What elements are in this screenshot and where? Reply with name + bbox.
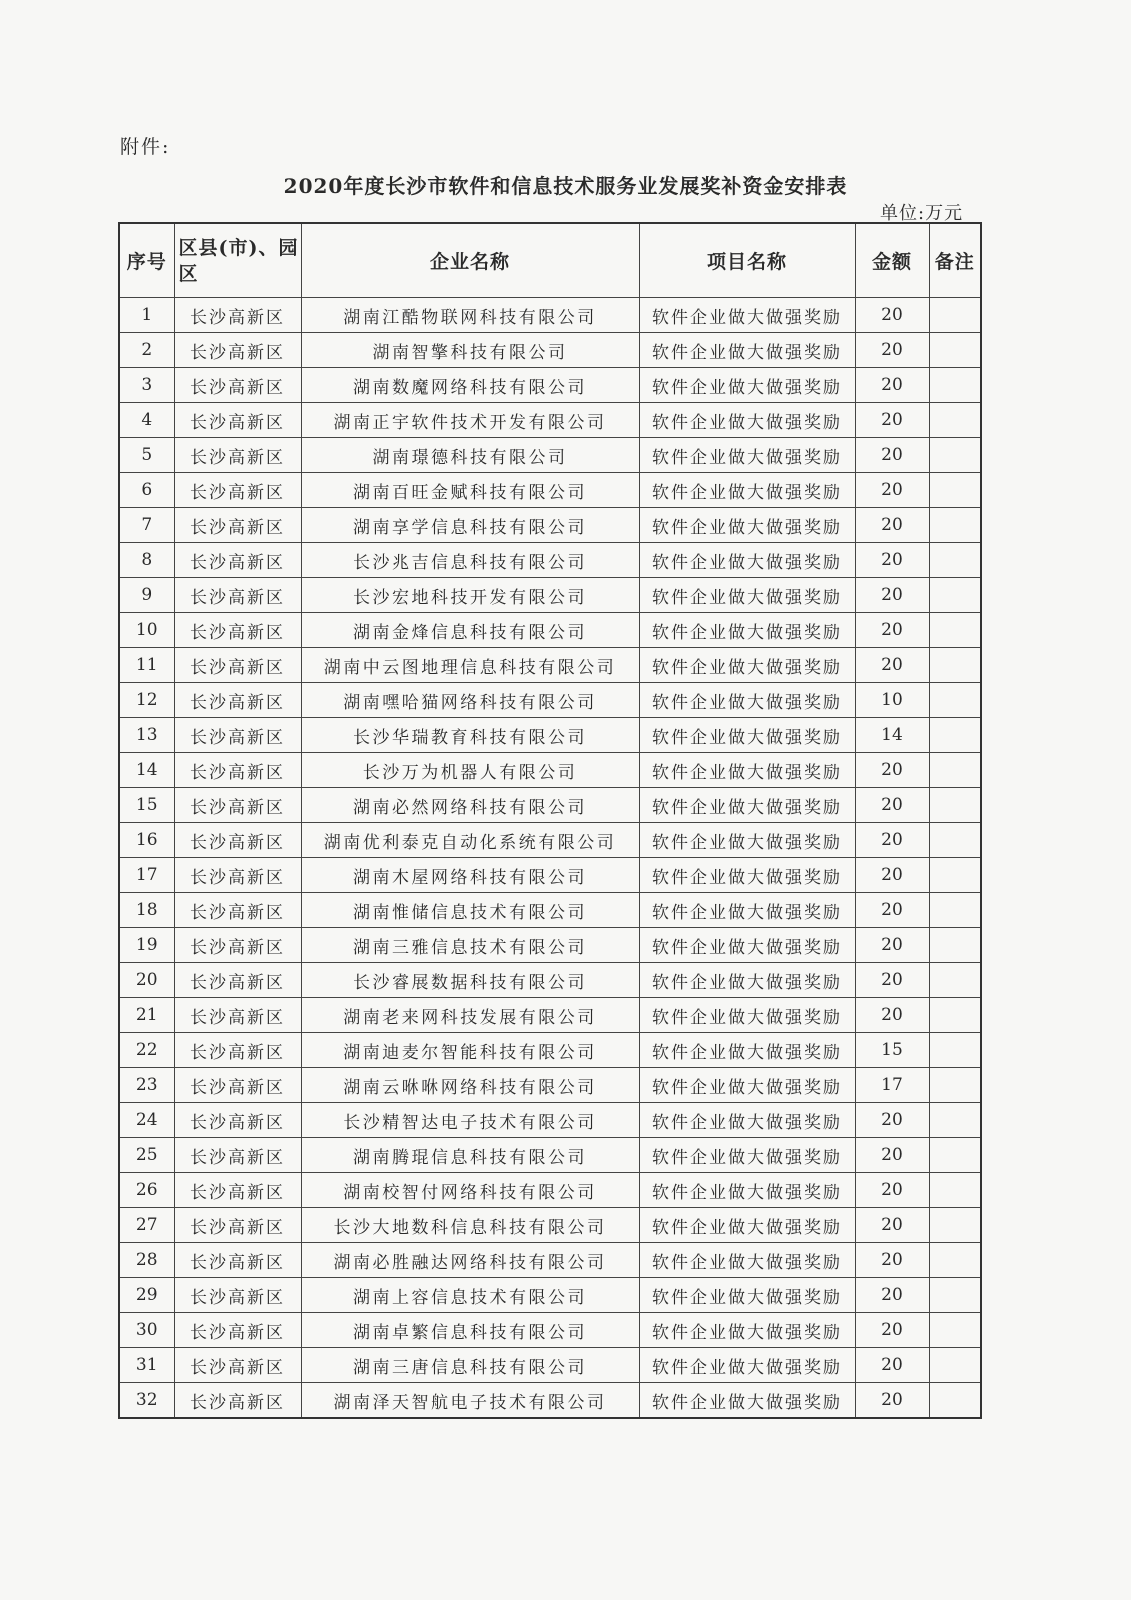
cell-amount: 20 — [855, 403, 929, 438]
cell-remark — [929, 613, 981, 648]
cell-remark — [929, 893, 981, 928]
cell-company: 湖南三雅信息技术有限公司 — [301, 928, 639, 963]
cell-amount: 20 — [855, 998, 929, 1033]
cell-amount: 20 — [855, 893, 929, 928]
table-header-row — [119, 223, 981, 298]
cell-project: 软件企业做大做强奖励 — [639, 333, 855, 368]
cell-no: 6 — [119, 473, 174, 508]
cell-company: 湖南中云图地理信息科技有限公司 — [301, 648, 639, 683]
cell-remark — [929, 1103, 981, 1138]
cell-no: 3 — [119, 368, 174, 403]
cell-company: 湖南腾琨信息科技有限公司 — [301, 1138, 639, 1173]
cell-remark — [929, 1243, 981, 1278]
table-row — [119, 508, 981, 543]
cell-region: 长沙高新区 — [174, 893, 301, 928]
table-row — [119, 1033, 981, 1068]
cell-company: 湖南云咻咻网络科技有限公司 — [301, 1068, 639, 1103]
cell-project: 软件企业做大做强奖励 — [639, 928, 855, 963]
cell-remark — [929, 578, 981, 613]
cell-project: 软件企业做大做强奖励 — [639, 648, 855, 683]
table-row — [119, 683, 981, 718]
cell-project: 软件企业做大做强奖励 — [639, 543, 855, 578]
header-project: 项目名称 — [639, 223, 855, 298]
header-region: 区县(市)、园区 — [174, 223, 301, 298]
table-row — [119, 333, 981, 368]
cell-company: 长沙大地数科信息科技有限公司 — [301, 1208, 639, 1243]
cell-amount: 20 — [855, 543, 929, 578]
cell-remark — [929, 928, 981, 963]
cell-company: 长沙兆吉信息科技有限公司 — [301, 543, 639, 578]
cell-no: 1 — [119, 298, 174, 333]
cell-company: 湖南上容信息技术有限公司 — [301, 1278, 639, 1313]
header-no: 序号 — [119, 223, 174, 298]
cell-company: 湖南校智付网络科技有限公司 — [301, 1173, 639, 1208]
cell-remark — [929, 858, 981, 893]
cell-no: 9 — [119, 578, 174, 613]
cell-no: 5 — [119, 438, 174, 473]
cell-company: 湖南必然网络科技有限公司 — [301, 788, 639, 823]
cell-project: 软件企业做大做强奖励 — [639, 963, 855, 998]
cell-company: 湖南正宇软件技术开发有限公司 — [301, 403, 639, 438]
table-body — [119, 298, 981, 1419]
cell-project: 软件企业做大做强奖励 — [639, 403, 855, 438]
cell-region: 长沙高新区 — [174, 1068, 301, 1103]
cell-remark — [929, 788, 981, 823]
cell-project: 软件企业做大做强奖励 — [639, 438, 855, 473]
cell-region: 长沙高新区 — [174, 1348, 301, 1383]
cell-region: 长沙高新区 — [174, 403, 301, 438]
cell-region: 长沙高新区 — [174, 1313, 301, 1348]
cell-amount: 20 — [855, 1138, 929, 1173]
table-row — [119, 648, 981, 683]
cell-no: 21 — [119, 998, 174, 1033]
cell-project: 软件企业做大做强奖励 — [639, 1278, 855, 1313]
table-row — [119, 753, 981, 788]
cell-remark — [929, 403, 981, 438]
cell-no: 31 — [119, 1348, 174, 1383]
cell-no: 20 — [119, 963, 174, 998]
cell-no: 26 — [119, 1173, 174, 1208]
table-row — [119, 823, 981, 858]
table-row — [119, 1103, 981, 1138]
cell-project: 软件企业做大做强奖励 — [639, 998, 855, 1033]
table-row — [119, 368, 981, 403]
table-row — [119, 1383, 981, 1419]
cell-project: 软件企业做大做强奖励 — [639, 1033, 855, 1068]
cell-region: 长沙高新区 — [174, 788, 301, 823]
cell-no: 24 — [119, 1103, 174, 1138]
cell-amount: 20 — [855, 753, 929, 788]
cell-remark — [929, 368, 981, 403]
cell-company: 长沙精智达电子技术有限公司 — [301, 1103, 639, 1138]
cell-remark — [929, 543, 981, 578]
table-row — [119, 1348, 981, 1383]
cell-project: 软件企业做大做强奖励 — [639, 1383, 855, 1419]
cell-company: 长沙华瑞教育科技有限公司 — [301, 718, 639, 753]
table-row — [119, 578, 981, 613]
cell-remark — [929, 1348, 981, 1383]
cell-project: 软件企业做大做强奖励 — [639, 683, 855, 718]
cell-remark — [929, 963, 981, 998]
cell-amount: 20 — [855, 1173, 929, 1208]
table-row — [119, 1208, 981, 1243]
cell-project: 软件企业做大做强奖励 — [639, 1068, 855, 1103]
cell-amount: 20 — [855, 578, 929, 613]
table-row — [119, 1313, 981, 1348]
cell-region: 长沙高新区 — [174, 648, 301, 683]
cell-no: 28 — [119, 1243, 174, 1278]
cell-region: 长沙高新区 — [174, 823, 301, 858]
cell-amount: 20 — [855, 368, 929, 403]
cell-region: 长沙高新区 — [174, 858, 301, 893]
cell-company: 长沙睿展数据科技有限公司 — [301, 963, 639, 998]
cell-remark — [929, 508, 981, 543]
cell-remark — [929, 718, 981, 753]
table-row — [119, 998, 981, 1033]
cell-region: 长沙高新区 — [174, 613, 301, 648]
cell-no: 27 — [119, 1208, 174, 1243]
table-row — [119, 438, 981, 473]
cell-amount: 20 — [855, 438, 929, 473]
funding-table — [118, 222, 982, 1419]
cell-region: 长沙高新区 — [174, 1383, 301, 1419]
cell-no: 12 — [119, 683, 174, 718]
cell-amount: 20 — [855, 1348, 929, 1383]
cell-region: 长沙高新区 — [174, 1173, 301, 1208]
cell-company: 湖南江酷物联网科技有限公司 — [301, 298, 639, 333]
cell-project: 软件企业做大做强奖励 — [639, 1243, 855, 1278]
cell-project: 软件企业做大做强奖励 — [639, 1313, 855, 1348]
cell-no: 7 — [119, 508, 174, 543]
cell-company: 湖南卓繁信息科技有限公司 — [301, 1313, 639, 1348]
cell-amount: 20 — [855, 1278, 929, 1313]
cell-company: 湖南百旺金赋科技有限公司 — [301, 473, 639, 508]
cell-remark — [929, 1068, 981, 1103]
cell-no: 29 — [119, 1278, 174, 1313]
cell-amount: 20 — [855, 648, 929, 683]
cell-no: 32 — [119, 1383, 174, 1419]
cell-company: 湖南嘿哈猫网络科技有限公司 — [301, 683, 639, 718]
cell-region: 长沙高新区 — [174, 1138, 301, 1173]
cell-company: 湖南智擎科技有限公司 — [301, 333, 639, 368]
cell-region: 长沙高新区 — [174, 1033, 301, 1068]
cell-region: 长沙高新区 — [174, 508, 301, 543]
cell-amount: 20 — [855, 508, 929, 543]
cell-amount: 20 — [855, 963, 929, 998]
cell-remark — [929, 1208, 981, 1243]
cell-amount: 10 — [855, 683, 929, 718]
cell-amount: 20 — [855, 613, 929, 648]
table-row — [119, 893, 981, 928]
cell-remark — [929, 648, 981, 683]
cell-amount: 20 — [855, 1103, 929, 1138]
cell-remark — [929, 1278, 981, 1313]
cell-project: 软件企业做大做强奖励 — [639, 858, 855, 893]
table-row — [119, 963, 981, 998]
cell-project: 软件企业做大做强奖励 — [639, 1173, 855, 1208]
cell-project: 软件企业做大做强奖励 — [639, 893, 855, 928]
table-row — [119, 403, 981, 438]
cell-remark — [929, 473, 981, 508]
cell-region: 长沙高新区 — [174, 718, 301, 753]
table-row — [119, 1173, 981, 1208]
cell-company: 湖南数魔网络科技有限公司 — [301, 368, 639, 403]
cell-region: 长沙高新区 — [174, 578, 301, 613]
table-row — [119, 1138, 981, 1173]
cell-company: 湖南璟德科技有限公司 — [301, 438, 639, 473]
cell-region: 长沙高新区 — [174, 1278, 301, 1313]
cell-project: 软件企业做大做强奖励 — [639, 1138, 855, 1173]
cell-company: 湖南享学信息科技有限公司 — [301, 508, 639, 543]
table-row — [119, 1278, 981, 1313]
cell-company: 湖南惟储信息技术有限公司 — [301, 893, 639, 928]
cell-amount: 20 — [855, 298, 929, 333]
cell-no: 23 — [119, 1068, 174, 1103]
cell-project: 软件企业做大做强奖励 — [639, 1103, 855, 1138]
cell-no: 14 — [119, 753, 174, 788]
cell-region: 长沙高新区 — [174, 543, 301, 578]
cell-company: 湖南泽天智航电子技术有限公司 — [301, 1383, 639, 1419]
cell-amount: 20 — [855, 1208, 929, 1243]
cell-remark — [929, 998, 981, 1033]
cell-region: 长沙高新区 — [174, 1208, 301, 1243]
cell-no: 8 — [119, 543, 174, 578]
cell-amount: 17 — [855, 1068, 929, 1103]
cell-remark — [929, 1313, 981, 1348]
cell-amount: 15 — [855, 1033, 929, 1068]
cell-region: 长沙高新区 — [174, 963, 301, 998]
header-company: 企业名称 — [301, 223, 639, 298]
cell-company: 湖南金烽信息科技有限公司 — [301, 613, 639, 648]
table-row — [119, 1068, 981, 1103]
cell-company: 长沙宏地科技开发有限公司 — [301, 578, 639, 613]
cell-region: 长沙高新区 — [174, 473, 301, 508]
cell-company: 长沙万为机器人有限公司 — [301, 753, 639, 788]
header-amount: 金额 — [855, 223, 929, 298]
cell-region: 长沙高新区 — [174, 1243, 301, 1278]
table-row — [119, 718, 981, 753]
table-row — [119, 928, 981, 963]
cell-no: 13 — [119, 718, 174, 753]
cell-remark — [929, 823, 981, 858]
cell-amount: 20 — [855, 473, 929, 508]
cell-project: 软件企业做大做强奖励 — [639, 718, 855, 753]
cell-amount: 20 — [855, 1383, 929, 1419]
cell-company: 湖南优利泰克自动化系统有限公司 — [301, 823, 639, 858]
cell-remark — [929, 1033, 981, 1068]
cell-amount: 20 — [855, 788, 929, 823]
cell-project: 软件企业做大做强奖励 — [639, 823, 855, 858]
cell-remark — [929, 333, 981, 368]
cell-no: 22 — [119, 1033, 174, 1068]
cell-no: 30 — [119, 1313, 174, 1348]
cell-amount: 20 — [855, 1313, 929, 1348]
cell-company: 湖南老来网科技发展有限公司 — [301, 998, 639, 1033]
cell-amount: 20 — [855, 928, 929, 963]
cell-no: 19 — [119, 928, 174, 963]
table-row — [119, 473, 981, 508]
cell-project: 软件企业做大做强奖励 — [639, 1348, 855, 1383]
cell-project: 软件企业做大做强奖励 — [639, 508, 855, 543]
cell-remark — [929, 1173, 981, 1208]
cell-project: 软件企业做大做强奖励 — [639, 578, 855, 613]
cell-region: 长沙高新区 — [174, 928, 301, 963]
cell-project: 软件企业做大做强奖励 — [639, 1208, 855, 1243]
table-row — [119, 858, 981, 893]
cell-project: 软件企业做大做强奖励 — [639, 473, 855, 508]
cell-amount: 20 — [855, 333, 929, 368]
cell-region: 长沙高新区 — [174, 298, 301, 333]
cell-project: 软件企业做大做强奖励 — [639, 753, 855, 788]
cell-no: 25 — [119, 1138, 174, 1173]
attachment-label: 附件: — [120, 136, 171, 158]
cell-region: 长沙高新区 — [174, 1103, 301, 1138]
cell-amount: 20 — [855, 858, 929, 893]
table-row — [119, 298, 981, 333]
cell-amount: 20 — [855, 1243, 929, 1278]
cell-company: 湖南木屋网络科技有限公司 — [301, 858, 639, 893]
cell-company: 湖南三唐信息科技有限公司 — [301, 1348, 639, 1383]
cell-no: 10 — [119, 613, 174, 648]
cell-company: 湖南迪麦尔智能科技有限公司 — [301, 1033, 639, 1068]
cell-project: 软件企业做大做强奖励 — [639, 613, 855, 648]
table-row — [119, 1243, 981, 1278]
cell-no: 17 — [119, 858, 174, 893]
cell-remark — [929, 683, 981, 718]
cell-no: 16 — [119, 823, 174, 858]
cell-remark — [929, 298, 981, 333]
table-row — [119, 613, 981, 648]
cell-region: 长沙高新区 — [174, 438, 301, 473]
cell-region: 长沙高新区 — [174, 368, 301, 403]
cell-remark — [929, 438, 981, 473]
cell-no: 18 — [119, 893, 174, 928]
cell-amount: 20 — [855, 823, 929, 858]
cell-region: 长沙高新区 — [174, 683, 301, 718]
cell-region: 长沙高新区 — [174, 753, 301, 788]
cell-region: 长沙高新区 — [174, 333, 301, 368]
header-remark: 备注 — [929, 223, 981, 298]
table-row — [119, 543, 981, 578]
cell-project: 软件企业做大做强奖励 — [639, 298, 855, 333]
document-title: 2020年度长沙市软件和信息技术服务业发展奖补资金安排表 — [283, 174, 848, 198]
cell-remark — [929, 1383, 981, 1419]
cell-no: 11 — [119, 648, 174, 683]
cell-no: 4 — [119, 403, 174, 438]
cell-no: 15 — [119, 788, 174, 823]
cell-project: 软件企业做大做强奖励 — [639, 788, 855, 823]
cell-no: 2 — [119, 333, 174, 368]
cell-amount: 14 — [855, 718, 929, 753]
cell-project: 软件企业做大做强奖励 — [639, 368, 855, 403]
cell-remark — [929, 753, 981, 788]
table-row — [119, 788, 981, 823]
unit-label: 单位:万元 — [880, 203, 964, 224]
cell-remark — [929, 1138, 981, 1173]
cell-region: 长沙高新区 — [174, 998, 301, 1033]
cell-company: 湖南必胜融达网络科技有限公司 — [301, 1243, 639, 1278]
